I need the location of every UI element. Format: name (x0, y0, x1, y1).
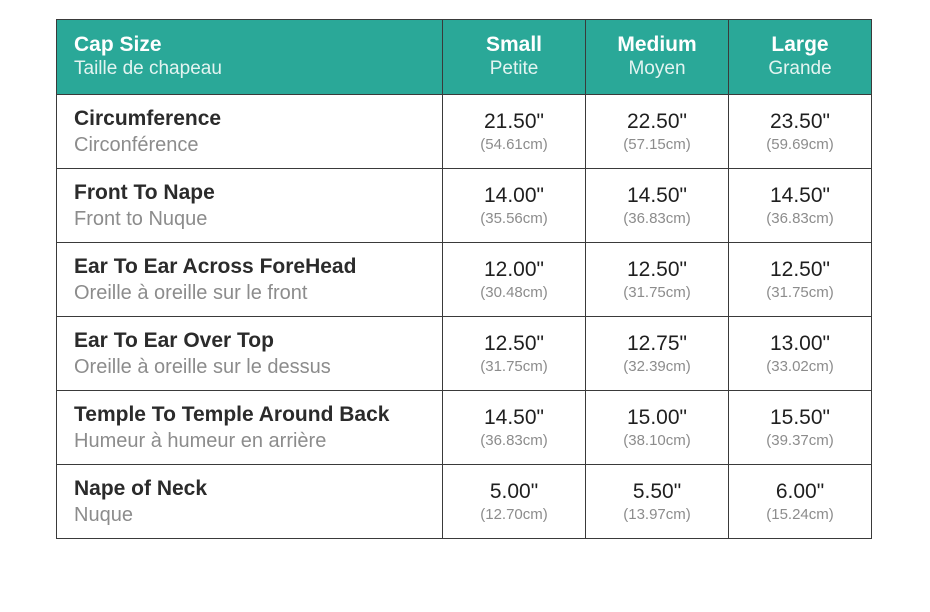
value-cell-large (729, 169, 872, 243)
value-inches: 12.00" (483, 257, 544, 281)
row-label-cell (57, 95, 443, 169)
header-cap-size (57, 20, 443, 95)
value-inches: 23.50" (769, 109, 830, 133)
value-cell-large (729, 95, 872, 169)
row-label-cell (57, 243, 443, 317)
header-label-en: Cap Size (74, 33, 162, 56)
table-row-temple-to-temple (57, 391, 872, 465)
row-label-en: Circumference (74, 106, 222, 130)
header-size-en: Medium (617, 33, 697, 56)
value-cell-small (443, 317, 586, 391)
value-cm: (36.83cm) (766, 209, 834, 227)
table-row-nape-of-neck (57, 465, 872, 539)
row-label-cell (57, 317, 443, 391)
row-label-fr: Humeur à humeur en arrière (74, 429, 327, 452)
value-cm: (33.02cm) (766, 357, 834, 375)
value-cm: (31.75cm) (766, 283, 834, 301)
value-cell-medium (586, 243, 729, 317)
value-cell-large (729, 317, 872, 391)
header-label-fr: Taille de chapeau (74, 58, 222, 79)
header-row (57, 20, 872, 95)
value-inches: 22.50" (626, 109, 687, 133)
size-chart-table (56, 19, 872, 539)
value-cell-large (729, 391, 872, 465)
value-inches: 12.50" (769, 257, 830, 281)
value-cell-medium (586, 465, 729, 539)
value-cell-medium (586, 317, 729, 391)
value-inches: 14.50" (769, 183, 830, 207)
table-row-ear-to-ear-top (57, 317, 872, 391)
value-cm: (57.15cm) (623, 135, 691, 153)
header-size-en: Large (771, 33, 829, 56)
value-cm: (30.48cm) (480, 283, 548, 301)
value-cell-small (443, 95, 586, 169)
value-cm: (39.37cm) (766, 431, 834, 449)
value-cm: (31.75cm) (480, 357, 548, 375)
value-cell-small (443, 243, 586, 317)
value-cell-small (443, 391, 586, 465)
value-cell-small (443, 169, 586, 243)
value-cm: (38.10cm) (623, 431, 691, 449)
row-label-fr: Oreille à oreille sur le dessus (74, 355, 331, 378)
row-label-cell (57, 465, 443, 539)
header-size-large (729, 20, 872, 95)
value-cell-medium (586, 95, 729, 169)
row-label-en: Nape of Neck (74, 476, 208, 500)
value-inches: 14.50" (483, 405, 544, 429)
value-cell-medium (586, 391, 729, 465)
value-cm: (13.97cm) (623, 505, 691, 523)
row-label-fr: Oreille à oreille sur le front (74, 281, 308, 304)
value-cm: (36.83cm) (480, 431, 548, 449)
value-inches: 6.00" (775, 479, 825, 503)
table-header (57, 20, 872, 95)
value-cm: (12.70cm) (480, 505, 548, 523)
value-cm: (35.56cm) (480, 209, 548, 227)
header-size-small (443, 20, 586, 95)
row-label-cell (57, 391, 443, 465)
header-size-medium (586, 20, 729, 95)
value-inches: 21.50" (483, 109, 544, 133)
table-row-ear-to-ear-forehead (57, 243, 872, 317)
table-row-front-to-nape (57, 169, 872, 243)
header-size-fr: Petite (489, 58, 539, 79)
value-inches: 12.50" (483, 331, 544, 355)
value-inches: 14.00" (483, 183, 544, 207)
row-label-fr: Nuque (74, 503, 133, 526)
value-cm: (36.83cm) (623, 209, 691, 227)
value-cm: (31.75cm) (623, 283, 691, 301)
value-cm: (15.24cm) (766, 505, 834, 523)
value-cell-large (729, 243, 872, 317)
header-size-fr: Grande (768, 58, 832, 79)
table-body (57, 95, 872, 539)
value-inches: 15.00" (626, 405, 687, 429)
value-inches: 12.75" (626, 331, 687, 355)
header-size-en: Small (485, 33, 543, 56)
row-label-en: Ear To Ear Over Top (74, 328, 274, 352)
value-inches: 15.50" (769, 405, 830, 429)
row-label-cell (57, 169, 443, 243)
row-label-en: Front To Nape (74, 180, 215, 204)
row-label-en: Ear To Ear Across ForeHead (74, 254, 357, 278)
value-cell-large (729, 465, 872, 539)
header-size-fr: Moyen (628, 58, 686, 79)
value-cell-small (443, 465, 586, 539)
row-label-fr: Circonférence (74, 133, 199, 156)
value-cm: (32.39cm) (623, 357, 691, 375)
value-inches: 12.50" (626, 257, 687, 281)
value-inches: 13.00" (769, 331, 830, 355)
value-cell-medium (586, 169, 729, 243)
value-cm: (59.69cm) (766, 135, 834, 153)
table-row-circumference (57, 95, 872, 169)
value-inches: 14.50" (626, 183, 687, 207)
row-label-fr: Front to Nuque (74, 207, 208, 230)
value-inches: 5.50" (632, 479, 682, 503)
value-cm: (54.61cm) (480, 135, 548, 153)
value-inches: 5.00" (489, 479, 539, 503)
row-label-en: Temple To Temple Around Back (74, 402, 390, 426)
